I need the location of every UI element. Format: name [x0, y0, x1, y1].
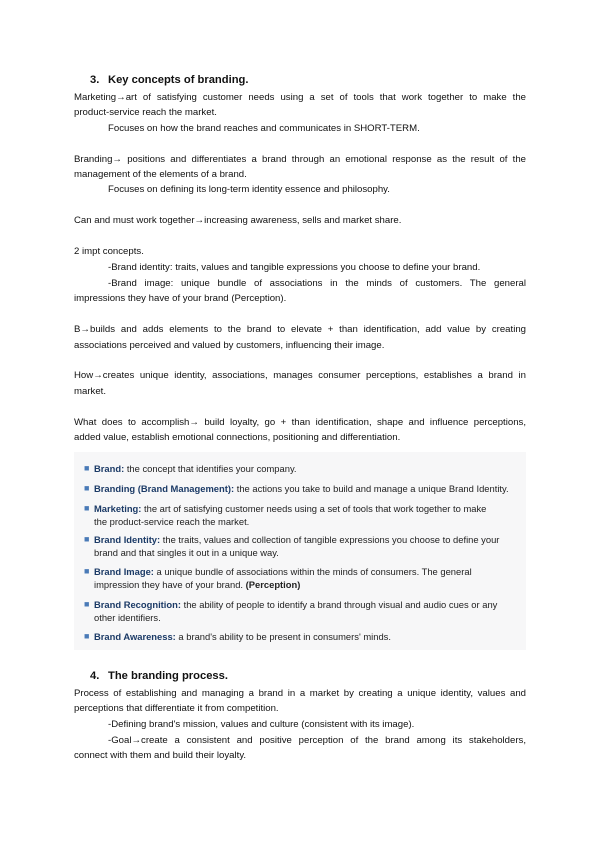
marketing-line-2: product-service reach the market. — [74, 107, 217, 118]
brand-identity-line: -Brand identity: traits, values and tangible expressions you choose to define your brand. — [108, 262, 481, 273]
branding-focus: Focuses on defining its long-term identity essence and philosophy. — [108, 184, 390, 195]
bullet-text-line-2: the product-service reach the market. — [94, 516, 250, 527]
bullet-term: Brand: — [94, 463, 125, 474]
bullet-text: the art of satisfying customer needs using a set of tools that work together to make — [141, 503, 487, 514]
bullet-branding — [84, 482, 524, 495]
bullet-brand-awareness — [84, 630, 524, 643]
brand-image-line-1: -Brand image: unique bundle of associations in the minds of customers. The general — [108, 278, 526, 289]
bullet-text: the traits, values and collection of tangible expressions you choose to define your — [160, 534, 500, 545]
what-line-2: added value, establish emotional connections, positioning and differentiation. — [74, 432, 401, 443]
brand-image-line-2: impressions they have of your brand (Perception). — [74, 293, 287, 304]
bullet-dot-icon: ■ — [84, 599, 90, 609]
how-line-1: How→creates unique identity, associations, manages consumer perceptions, establishes a brand in — [74, 370, 526, 381]
bullet-brand-image — [84, 565, 524, 591]
process-defining: -Defining brand's mission, values and culture (consistent with its image). — [108, 719, 415, 730]
marketing-line-1: Marketing→art of satisfying customer needs using a set of tools that work together to make the — [74, 92, 526, 103]
builds-line-2: associations perceived and valued by customers, influencing their image. — [74, 340, 385, 351]
bullet-term: Brand Recognition: — [94, 599, 181, 610]
bullet-dot-icon: ■ — [84, 503, 90, 513]
bullet-text: a brand's ability to be present in consumers' minds. — [175, 631, 391, 642]
process-goal-line-1: -Goal→create a consistent and positive perception of the brand among its stakeholders, — [108, 735, 526, 746]
branding-line-1: Branding→ positions and differentiates a brand through an emotional response as the result of the — [74, 154, 526, 165]
process-line-1: Process of establishing and managing a brand in a market by creating a unique identity, values and — [74, 688, 526, 699]
bullet-term: Brand Awareness: — [94, 631, 176, 642]
bullet-marketing — [84, 502, 524, 528]
bullet-text-line-2: brand and that singles it out in a unique way. — [94, 547, 279, 558]
process-line-2: perceptions that differentiate it from competition. — [74, 703, 279, 714]
bullet-term: Brand Identity: — [94, 534, 161, 545]
bullet-dot-icon: ■ — [84, 483, 90, 493]
section-4-title: The branding process. — [108, 670, 228, 682]
section-4-number: 4. — [90, 670, 100, 682]
bullet-text-line-2: impression they have of your brand. — [94, 579, 246, 590]
bullet-term: Branding (Brand Management): — [94, 483, 235, 494]
builds-line-1: B→builds and adds elements to the brand to elevate + than identification, add value by creating — [74, 324, 526, 335]
bullet-text-line-2: other identifiers. — [94, 612, 161, 623]
process-goal-line-2: connect with them and build their loyalty. — [74, 750, 247, 761]
branding-line-2: management of the elements of a brand. — [74, 169, 247, 180]
impt-concepts-title: 2 impt concepts. — [74, 246, 144, 257]
bullet-text: the concept that identifies your company. — [124, 463, 297, 474]
section-3-heading — [90, 73, 248, 87]
bullet-text: the ability of people to identify a brand through visual and audio cues or any — [180, 599, 498, 610]
section-3-title: Key concepts of branding. — [108, 74, 249, 86]
bullet-brand-identity — [84, 533, 524, 559]
together-paragraph: Can and must work together→increasing awareness, sells and market share. — [74, 215, 402, 226]
bullet-brand-recognition — [84, 598, 524, 624]
bullet-dot-icon: ■ — [84, 534, 90, 544]
bullet-term: Brand Image: — [94, 566, 154, 577]
section-4-heading — [90, 669, 228, 683]
how-line-2: market. — [74, 386, 106, 397]
bullet-dot-icon: ■ — [84, 566, 90, 576]
bullet-text: the actions you take to build and manage a unique Brand Identity. — [234, 483, 509, 494]
bullet-perception: (Perception) — [245, 579, 301, 590]
marketing-focus: Focuses on how the brand reaches and communicates in SHORT-TERM. — [108, 123, 420, 134]
bullet-dot-icon: ■ — [84, 631, 90, 641]
section-3-number: 3. — [90, 74, 100, 86]
bullet-text: a unique bundle of associations within the minds of consumers. The general — [153, 566, 472, 577]
bullet-brand — [84, 462, 524, 475]
bullet-dot-icon: ■ — [84, 463, 90, 473]
what-line-1: What does to accomplish→ build loyalty, go + than identification, shape and influence perceptions, — [74, 417, 526, 428]
bullet-term: Marketing: — [94, 503, 142, 514]
